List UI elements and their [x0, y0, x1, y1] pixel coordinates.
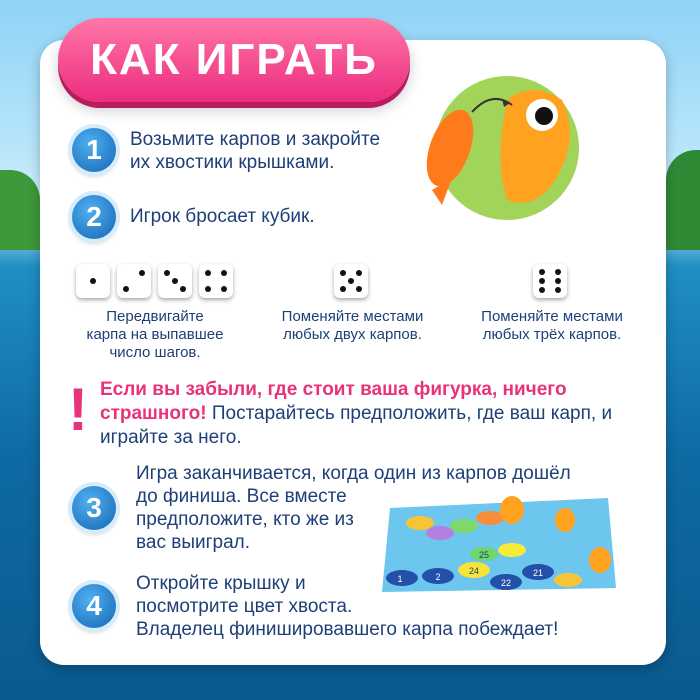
dice-rule-line: любых трёх карпов. — [482, 326, 622, 343]
step-2-text: Игрок бросает кубик. — [130, 206, 315, 227]
board-number: 25 — [478, 550, 490, 560]
step-4-badge: 4 — [72, 584, 116, 628]
dice-rule-2 — [265, 308, 440, 344]
dice-rule-3 — [462, 308, 642, 344]
step-4-text — [136, 572, 558, 641]
die-face-3 — [158, 264, 192, 298]
die-face-2 — [117, 264, 151, 298]
step-3-line: вас выиграл. — [136, 532, 251, 553]
dice-rule-1 — [70, 308, 240, 362]
die-face-4 — [199, 264, 233, 298]
step-4-line: посмотрите цвет хвоста. — [136, 596, 353, 617]
step-3-line: предположите, кто же из — [136, 509, 354, 530]
dice-rule-line: число шагов. — [109, 344, 201, 361]
warning-rest: Постарайтесь предположить, где ваш карп, и играйте за него. — [100, 403, 613, 448]
step-4-line: Владелец финишировавшего карпа побеждает! — [136, 619, 559, 640]
dice-rule-line: Поменяйте местами — [481, 308, 623, 325]
page-title: КАК ИГРАТЬ — [90, 35, 378, 84]
dice-rule-line: любых двух карпов. — [283, 326, 422, 343]
die-face-6 — [533, 264, 567, 298]
warning-text — [100, 378, 620, 450]
warning-highlight: Если вы забыли, где стоит ваша фигурка, ничего страшного! — [100, 379, 567, 424]
board-number: 22 — [500, 578, 512, 588]
fish-illustration — [412, 70, 602, 220]
step-1-line: их хвостики крышками. — [130, 152, 335, 173]
dice-rule-line: карпа на выпавшее — [86, 326, 224, 343]
dice-rule-line: Поменяйте местами — [281, 308, 424, 325]
board-number: 1 — [397, 574, 403, 584]
title-banner — [58, 18, 410, 102]
die-face-1 — [76, 264, 110, 298]
step-1-badge: 1 — [72, 128, 116, 172]
step-4-line: Откройте крышку и — [136, 573, 306, 594]
step-2-badge: 2 — [72, 195, 116, 239]
step-3-badge: 3 — [72, 486, 116, 530]
board-number: 24 — [468, 566, 480, 576]
board-number: 2 — [435, 572, 441, 582]
warning-icon: ! — [68, 376, 88, 443]
board-number: 21 — [532, 568, 544, 578]
shore-right — [666, 150, 700, 250]
step-3-line: до финиша. Все вместе — [136, 486, 347, 507]
dice-rule-line: Передвигайте — [106, 308, 204, 325]
shore-left — [0, 170, 40, 250]
step-1-text — [130, 128, 380, 174]
die-face-5 — [334, 264, 368, 298]
step-3-line: Игра заканчивается, когда один из карпов дошёл — [136, 463, 571, 484]
step-1-line: Возьмите карпов и закройте — [130, 129, 381, 150]
